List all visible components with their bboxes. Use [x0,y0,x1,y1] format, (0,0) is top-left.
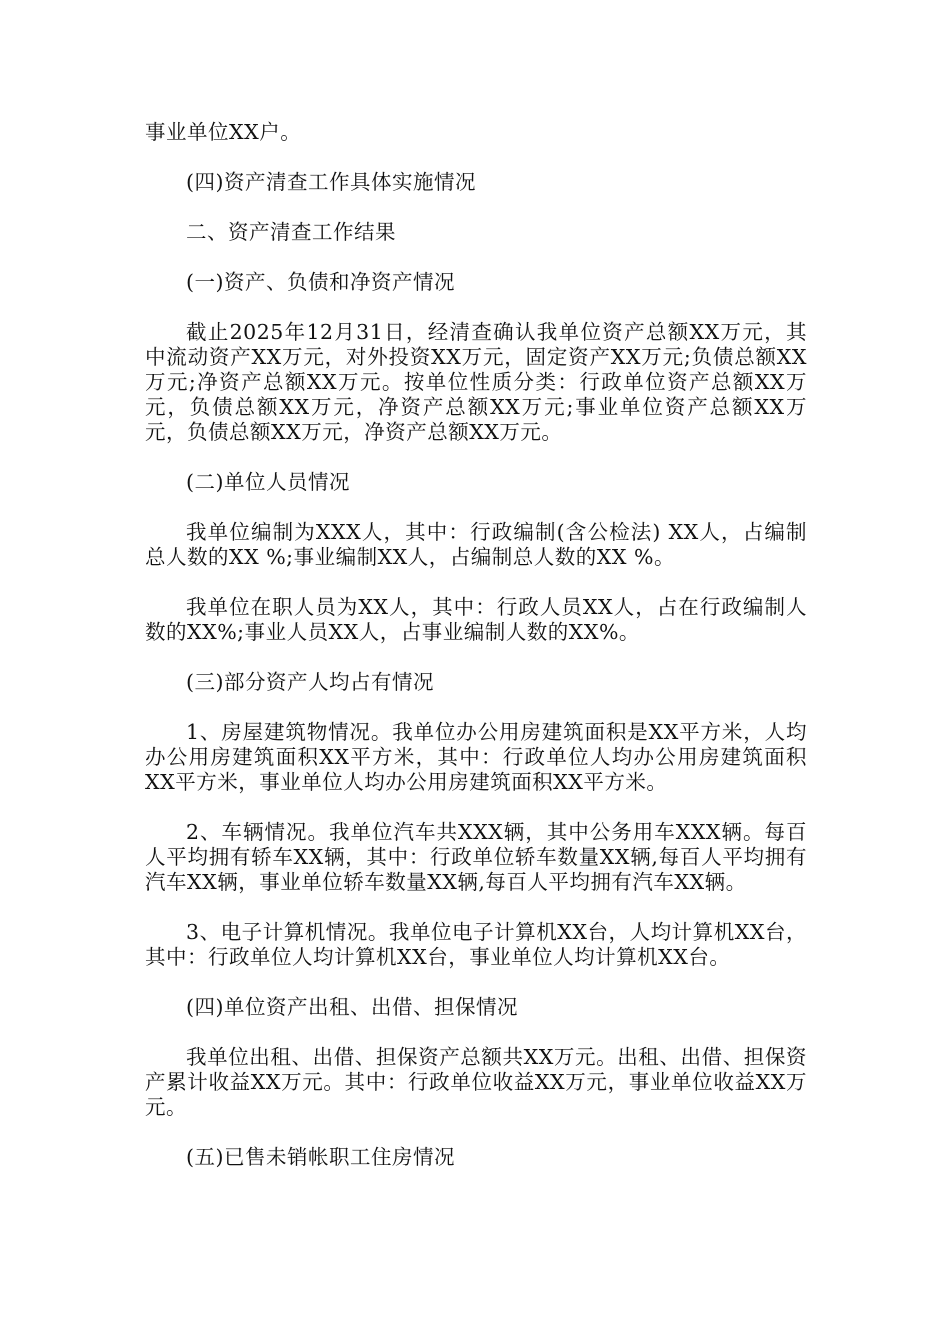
subsection-heading-housing: (五)已售未销帐职工住房情况 [186,1145,455,1169]
subsection-heading-personnel: (二)单位人员情况 [186,470,350,494]
section-heading-results: 二、资产清查工作结果 [186,220,396,244]
paragraph-buildings: 1、房屋建筑物情况。我单位办公用房建筑面积是XX平方米，人均办公用房建筑面积XX平方米，其中：行政单位人均办公用房建筑面积XX平方米，事业单位人均办公用房建筑面积XX平方米。 [145,720,807,794]
section-heading-implementation: (四)资产清查工作具体实施情况 [186,170,476,194]
paragraph-continuation: 事业单位XX户。 [145,120,302,144]
document-page [145,120,807,1195]
subsection-heading-per-capita-assets: (三)部分资产人均占有情况 [186,670,434,694]
paragraph-vehicles: 2、车辆情况。我单位汽车共XXX辆，其中公务用车XXX辆。每百人平均拥有轿车XX辆，其中：行政单位轿车数量XX辆,每百人平均拥有汽车XX辆，事业单位轿车数量XX辆,每百人平均拥有汽车XX辆。 [145,820,807,894]
paragraph-assets-totals: 截止2025年12月31日，经清查确认我单位资产总额XX万元，其中流动资产XX万元，对外投资XX万元，固定资产XX万元;负债总额XX万元;净资产总额XX万元。按单位性质分类：行政单位资产总额XX万元，负债总额XX万元，净资产总额XX万元;事业单位资产总额XX万元，负债总额XX万元，净资产总额XX万元。 [145,320,807,444]
paragraph-leasing: 我单位出租、出借、担保资产总额共XX万元。出租、出借、担保资产累计收益XX万元。其中：行政单位收益XX万元，事业单位收益XX万元。 [145,1045,807,1119]
subsection-heading-leasing: (四)单位资产出租、出借、担保情况 [186,995,518,1019]
subsection-heading-assets-liabilities: (一)资产、负债和净资产情况 [186,270,455,294]
paragraph-staff-on-duty: 我单位在职人员为XX人，其中：行政人员XX人，占在行政编制人数的XX%;事业人员XX人，占事业编制人数的XX%。 [145,595,807,644]
paragraph-computers: 3、电子计算机情况。我单位电子计算机XX台，人均计算机XX台，其中：行政单位人均计算机XX台，事业单位人均计算机XX台。 [145,920,807,969]
paragraph-staffing-quota: 我单位编制为XXX人，其中：行政编制(含公检法) XX人，占编制总人数的XX %;事业编制XX人，占编制总人数的XX %。 [145,520,807,569]
